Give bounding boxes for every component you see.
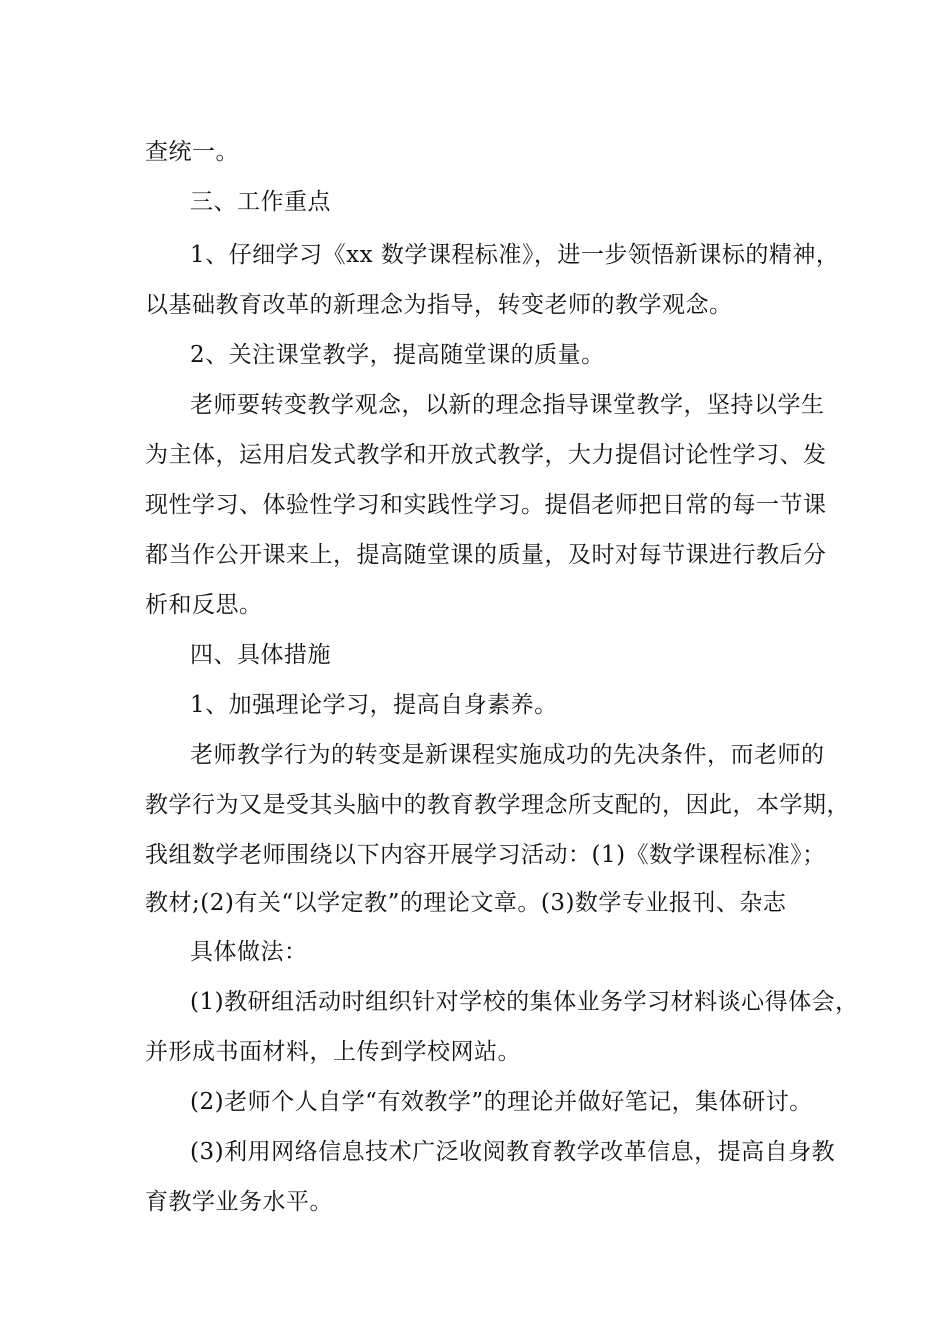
text-line: 以基础教育改革的新理念为指导，转变老师的教学观念。 (145, 292, 733, 318)
section-heading: 四、具体措施 (190, 642, 331, 668)
text-line: 教学行为又是受其头脑中的教育教学理念所支配的，因此，本学期， (145, 792, 850, 818)
text-line: 我组数学老师围绕以下内容开展学习活动：(1)《数学课程标准》； (145, 842, 826, 868)
text-line: (3)利用网络信息技术广泛收阅教育教学改革信息，提高自身教 (190, 1139, 836, 1165)
text-line: 老师教学行为的转变是新课程实施成功的先决条件，而老师的 (190, 742, 825, 768)
text-line: 育教学业务水平。 (145, 1189, 333, 1215)
text-line: 1、仔细学习《xx 数学课程标准》，进一步领悟新课标的精神， (190, 242, 840, 268)
text-line: (1)教研组活动时组织针对学校的集体业务学习材料谈心得体会， (190, 989, 859, 1015)
text-line: 2、关注课堂教学，提高随堂课的质量。 (190, 342, 605, 368)
text-line: 查统一。 (145, 139, 239, 165)
text-line: 1、加强理论学习，提高自身素养。 (190, 692, 558, 718)
text-line: 老师要转变教学观念，以新的理念指导课堂教学，坚持以学生 (190, 392, 825, 418)
text-line: 教材;(2)有关“以学定教”的理论文章。(3)数学专业报刊、杂志 (145, 890, 787, 916)
text-line: 都当作公开课来上，提高随堂课的质量，及时对每节课进行教后分 (145, 542, 827, 568)
text-line: 为主体，运用启发式教学和开放式教学，大力提倡讨论性学习、发 (145, 442, 827, 468)
section-heading: 三、工作重点 (190, 189, 331, 215)
text-line: 现性学习、体验性学习和实践性学习。提倡老师把日常的每一节课 (145, 492, 827, 518)
text-line: 析和反思。 (145, 592, 263, 618)
text-line: 具体做法： (190, 939, 308, 965)
text-line: 并形成书面材料，上传到学校网站。 (145, 1039, 521, 1065)
text-line: (2)老师个人自学“有效教学”的理论并做好笔记，集体研讨。 (190, 1089, 813, 1115)
